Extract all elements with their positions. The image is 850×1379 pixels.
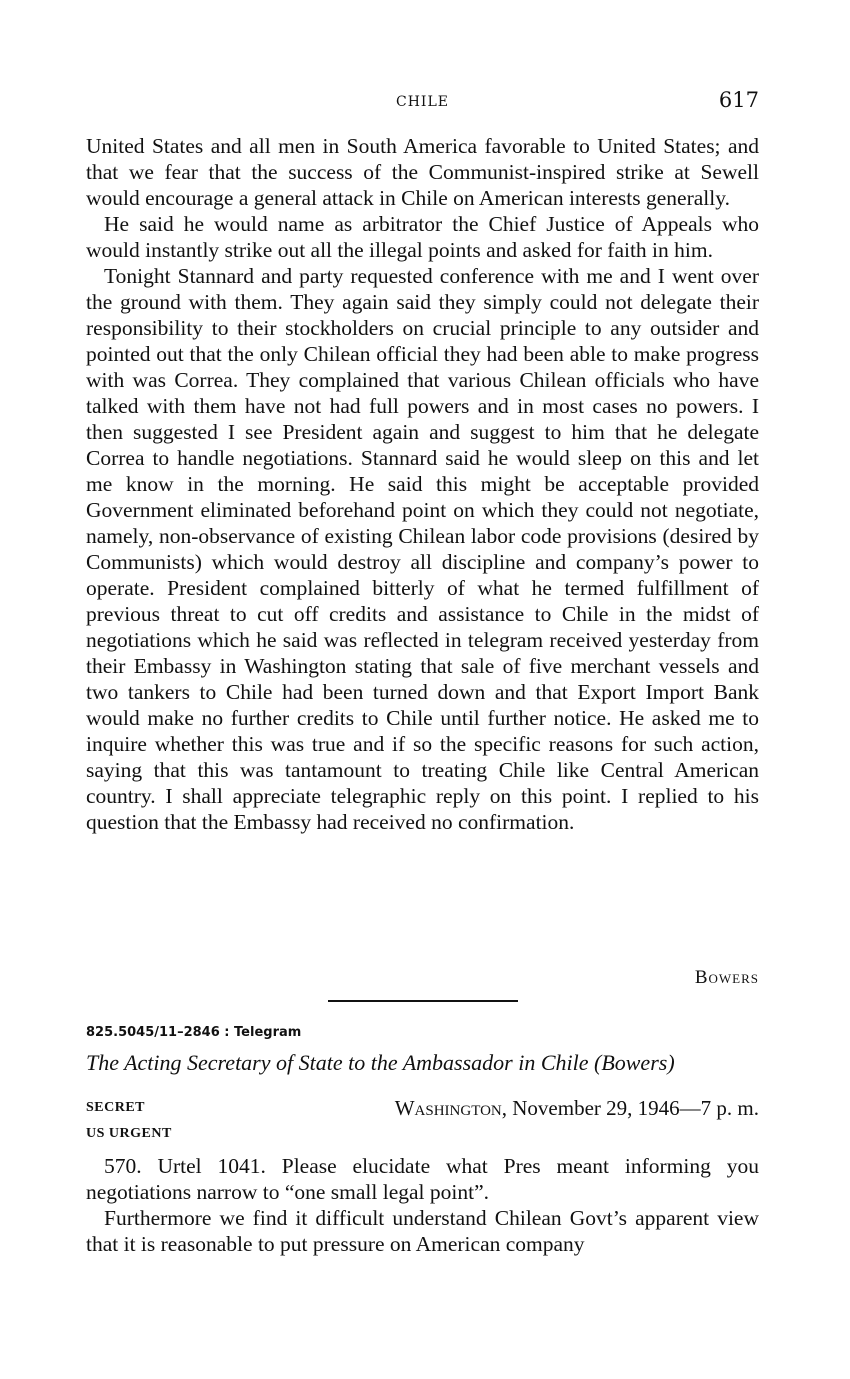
document-page — [86, 0, 759, 1379]
document-title: The Acting Secretary of State to the Ambassador in Chile (Bowers) — [86, 1050, 675, 1075]
section-divider — [328, 1000, 518, 1002]
body-text — [86, 133, 759, 835]
classification-urgent: US URGENT — [86, 1126, 172, 1141]
classification-secret: SECRET — [86, 1100, 146, 1115]
file-reference: 825.5045/11–2846 : Telegram — [86, 1025, 302, 1040]
telegram-text — [86, 1153, 759, 1257]
telegram-paragraph-1: 570. Urtel 1041. Please elucidate what Pres meant informing you negotiations narrow to “one small legal point”. — [86, 1154, 759, 1204]
page-number: 617 — [718, 88, 759, 112]
dateline — [395, 1096, 759, 1121]
paragraph-2: He said he would name as arbitrator the Chief Justice of Appeals who would instantly strike out all the illegal points and asked for faith in him. — [86, 212, 759, 262]
paragraph-1: United States and all men in South America favorable to United States; and that we fear that the success of the Communist-inspired strike at Sewell would encourage a general attack in Chile on American interests generally. — [86, 134, 759, 210]
dateline-place: Washington, — [394, 1096, 508, 1120]
telegram-paragraph-2: Furthermore we find it difficult understand Chilean Govt’s apparent view that it is reasonable to put pressure on American company — [86, 1206, 759, 1256]
running-head: CHILE — [396, 94, 449, 110]
signature: Bowers — [694, 967, 759, 988]
paragraph-3: Tonight Stannard and party requested conference with me and I went over the ground with them. They again said they simply could not delegate their responsibility to their stockholders on crucial principle to any outsider and pointed out that the only Chilean official they had been able to make progress with was Correa. They complained that various Chilean officials who have talked with them have not had full powers and in most cases no powers. I then suggested I see President again and suggest to him that he delegate Correa to handle negotiations. Stannard said he would sleep on this and let me know in the morning. He said this might be acceptable provided Government eliminated beforehand point on which they could not negotiate, namely, non-observance of existing Chilean labor code provisions (desired by Communists) which would destroy all discipline and company’s power to operate. President complained bitterly of what he termed fulfillment of previous threat to cut off credits and assistance to Chile in the midst of negotiations which he said was reflected in telegram received yesterday from their Embassy in Washington stating that sale of five merchant vessels and two tankers to Chile had been turned down and that Export Import Bank would make no further credits to Chile until further notice. He asked me to inquire whether this was true and if so the specific reasons for such action, saying that this was tantamount to treating Chile like Central American country. I shall appreciate telegraphic reply on this point. I replied to his question that the Embassy had received no confirmation. — [86, 264, 759, 834]
dateline-date: November 29, 1946—7 p. m. — [507, 1096, 759, 1120]
page-header — [86, 88, 759, 118]
